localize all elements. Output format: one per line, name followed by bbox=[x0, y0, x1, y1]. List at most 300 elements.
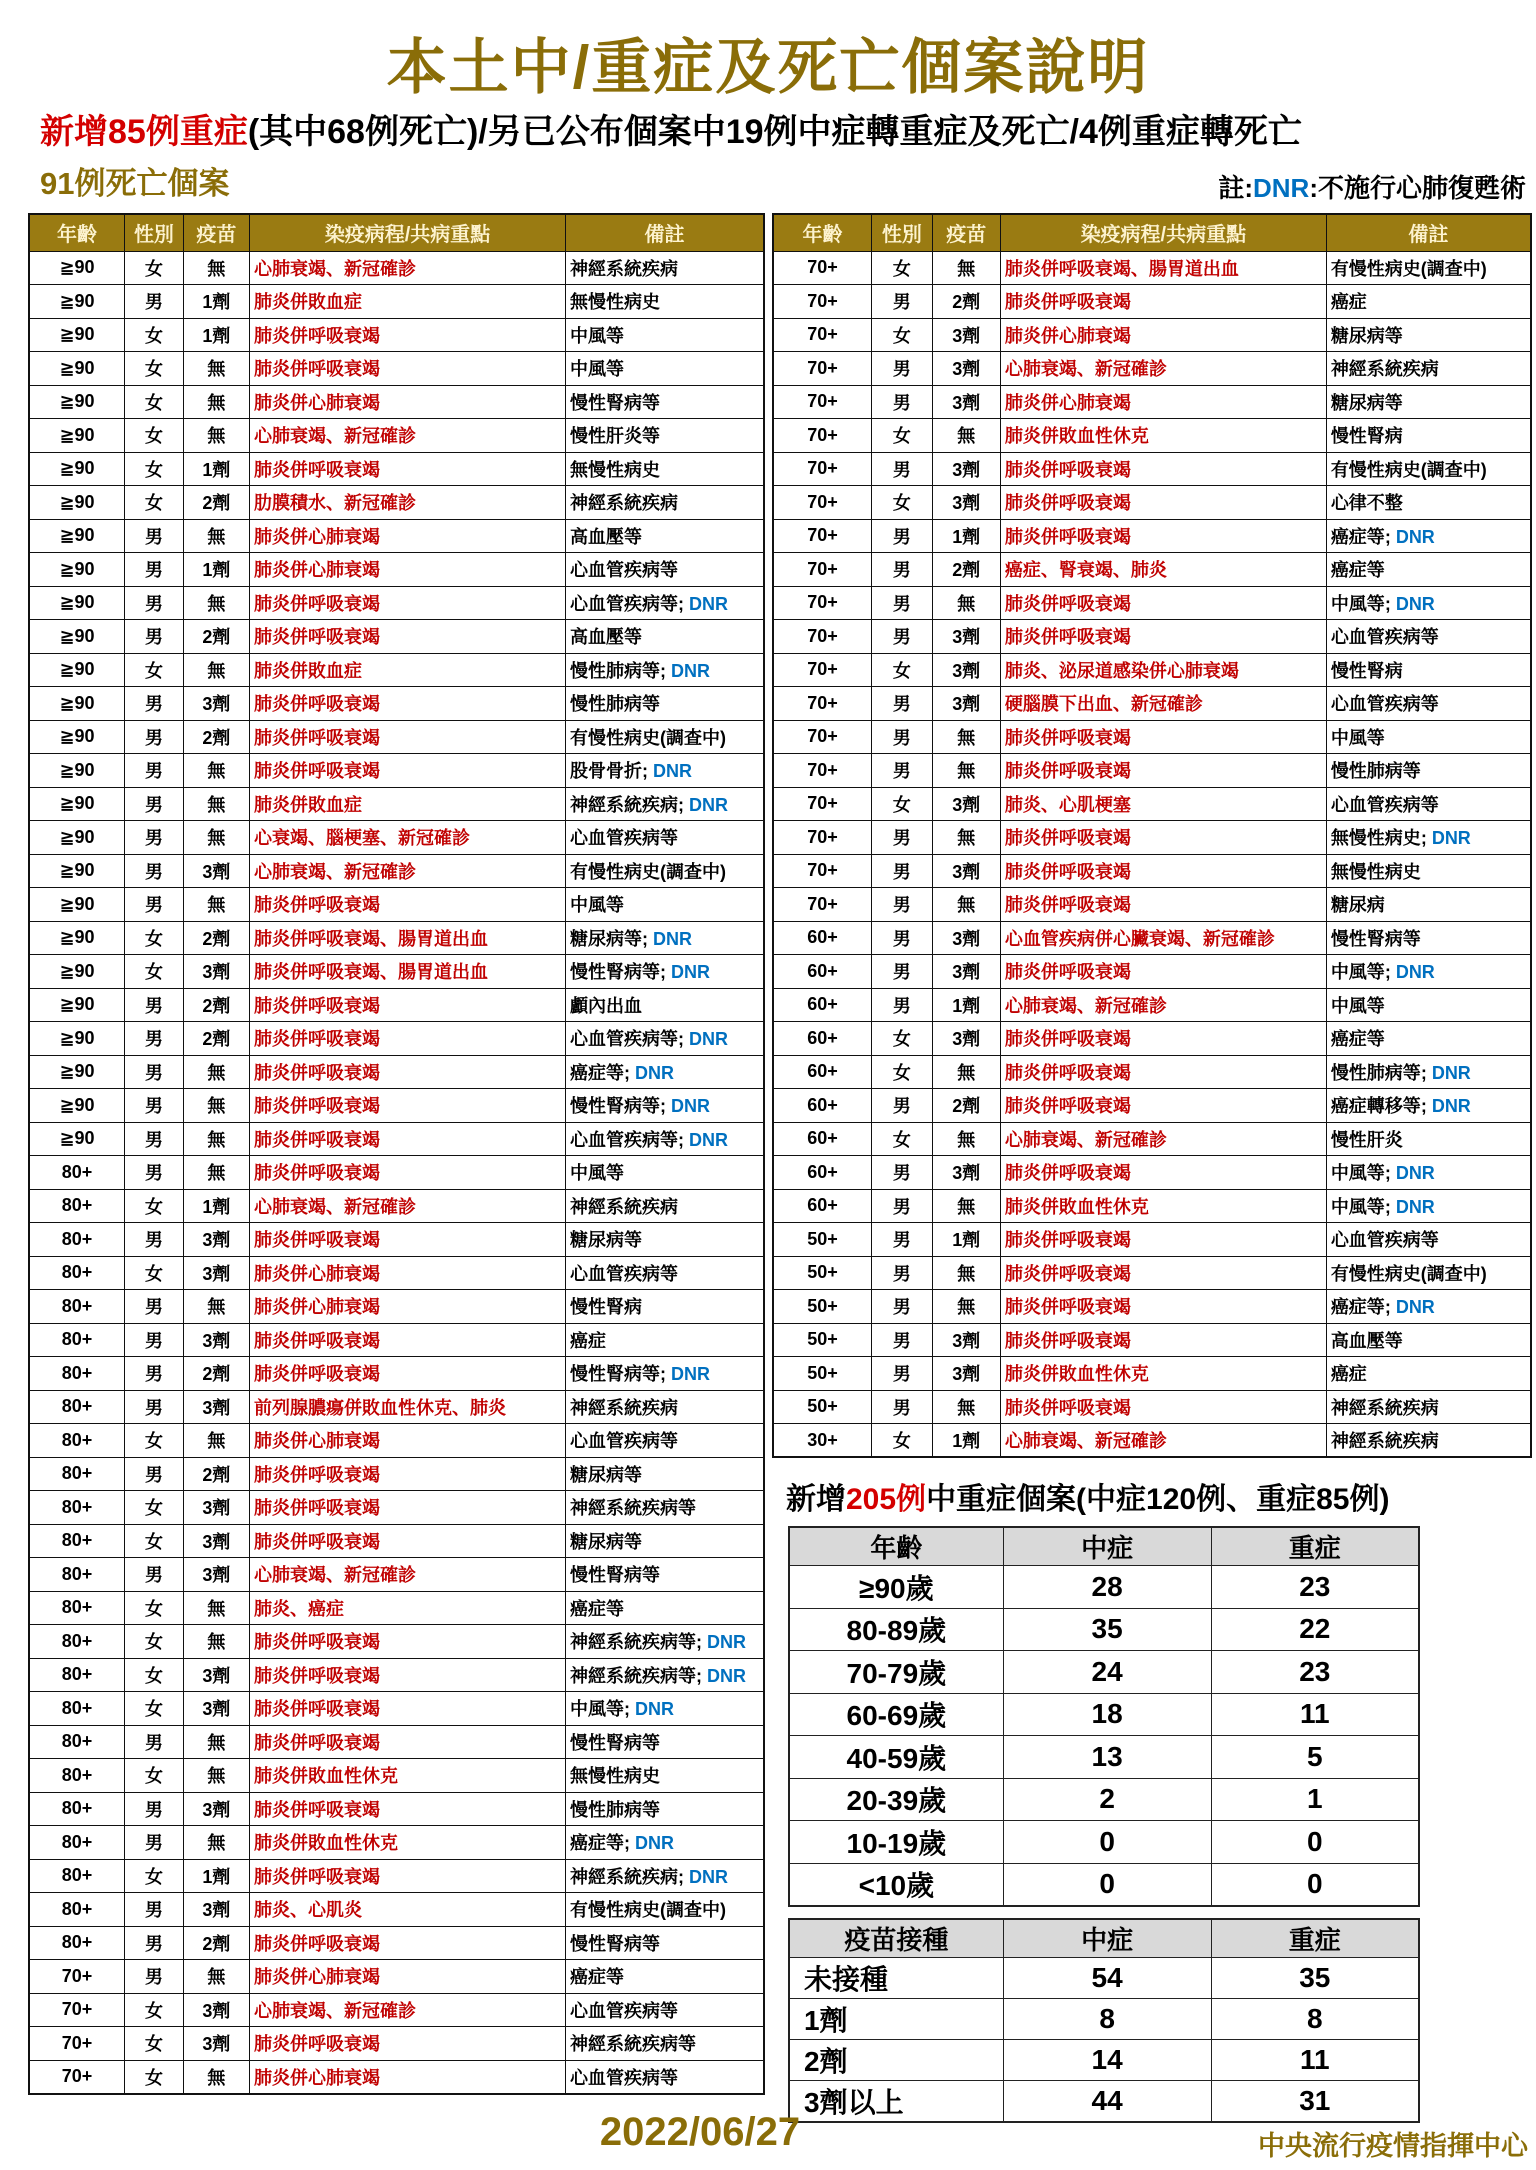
vaccine-cell: 3劑 bbox=[932, 687, 1000, 721]
course-cell: 肺炎併呼吸衰竭 bbox=[1000, 888, 1326, 922]
course-cell: 肺炎併呼吸衰竭 bbox=[1000, 1323, 1326, 1357]
sex-cell: 男 bbox=[872, 519, 933, 553]
dnr-flag: DNR bbox=[648, 928, 693, 949]
table-row bbox=[773, 1323, 1531, 1357]
dnr-flag: DNR bbox=[684, 794, 729, 815]
course-cell: 肺炎併呼吸衰竭 bbox=[1000, 1055, 1326, 1089]
row-label-cell: ≥90歲 bbox=[789, 1566, 1003, 1609]
table-row bbox=[29, 486, 764, 520]
course-cell: 肋膜積水、新冠確診 bbox=[249, 486, 565, 520]
vaccine-cell: 無 bbox=[183, 385, 249, 419]
sex-cell: 女 bbox=[125, 385, 184, 419]
course-cell: 肺炎併呼吸衰竭 bbox=[249, 2027, 565, 2061]
age-cell: 80+ bbox=[29, 1926, 125, 1960]
table-row bbox=[789, 1608, 1419, 1651]
vaccine-cell: 3劑 bbox=[932, 452, 1000, 486]
age-cell: 70+ bbox=[773, 653, 872, 687]
age-cell: ≧90 bbox=[29, 888, 125, 922]
vaccine-cell: 無 bbox=[932, 821, 1000, 855]
death-table-left-header bbox=[29, 214, 764, 251]
remark-cell: 糖尿病等 bbox=[566, 1524, 764, 1558]
age-cell: ≧90 bbox=[29, 452, 125, 486]
table-row bbox=[789, 1693, 1419, 1736]
vaccine-cell: 無 bbox=[183, 1122, 249, 1156]
remark-cell: 糖尿病等 bbox=[566, 1223, 764, 1257]
age-cell: 60+ bbox=[773, 921, 872, 955]
table-row bbox=[29, 787, 764, 821]
course-cell: 肺炎併心肺衰竭 bbox=[249, 1424, 565, 1458]
course-cell: 肺炎併呼吸衰竭 bbox=[249, 1859, 565, 1893]
age-cell: 80+ bbox=[29, 1290, 125, 1324]
sex-cell: 女 bbox=[872, 251, 933, 285]
remark-cell: 無慢性病史 bbox=[566, 285, 764, 319]
course-cell: 肺炎併呼吸衰竭 bbox=[249, 1323, 565, 1357]
age-cell: 60+ bbox=[773, 988, 872, 1022]
age-cell: 80+ bbox=[29, 1658, 125, 1692]
table-row bbox=[773, 854, 1531, 888]
remark-cell: 慢性腎病等; DNR bbox=[566, 1357, 764, 1391]
remark-cell: 神經系統疾病 bbox=[566, 1189, 764, 1223]
course-cell: 肺炎併呼吸衰竭 bbox=[1000, 1223, 1326, 1257]
vaccine-cell: 3劑 bbox=[932, 1022, 1000, 1056]
table-row bbox=[29, 821, 764, 855]
age-cell: ≧90 bbox=[29, 988, 125, 1022]
sex-cell: 女 bbox=[125, 1424, 184, 1458]
age-cell: ≧90 bbox=[29, 553, 125, 587]
remark-cell: 中風等; DNR bbox=[1326, 1189, 1531, 1223]
severe-count-cell: 22 bbox=[1211, 1608, 1419, 1651]
age-cell: 80+ bbox=[29, 1223, 125, 1257]
course-cell: 肺炎併呼吸衰竭 bbox=[1000, 720, 1326, 754]
age-cell: 70+ bbox=[773, 419, 872, 453]
vaccine-cell: 1劑 bbox=[183, 318, 249, 352]
table-row bbox=[773, 486, 1531, 520]
remark-cell: 癌症等 bbox=[1326, 553, 1531, 587]
course-cell: 心肺衰竭、新冠確診 bbox=[249, 1189, 565, 1223]
vaccine-cell: 無 bbox=[183, 1960, 249, 1994]
course-cell: 心血管疾病併心臟衰竭、新冠確診 bbox=[1000, 921, 1326, 955]
remark-cell: 神經系統疾病 bbox=[566, 486, 764, 520]
table-row bbox=[773, 1223, 1531, 1257]
vaccine-cell: 3劑 bbox=[183, 687, 249, 721]
moderate-count-cell: 13 bbox=[1003, 1736, 1211, 1779]
table-row bbox=[29, 1156, 764, 1190]
vaccine-cell: 3劑 bbox=[183, 1256, 249, 1290]
age-cell: 50+ bbox=[773, 1357, 872, 1391]
vaccine-cell: 1劑 bbox=[932, 519, 1000, 553]
row-label-cell: 70-79歲 bbox=[789, 1651, 1003, 1694]
remark-cell: 神經系統疾病等 bbox=[566, 2027, 764, 2061]
dnr-flag: DNR bbox=[1390, 1297, 1435, 1318]
vaccine-cell: 無 bbox=[183, 251, 249, 285]
sex-cell: 女 bbox=[125, 1189, 184, 1223]
course-cell: 肺炎併呼吸衰竭 bbox=[249, 1524, 565, 1558]
vaccine-cell: 3劑 bbox=[932, 318, 1000, 352]
table-row bbox=[29, 754, 764, 788]
course-cell: 肺炎併呼吸衰竭 bbox=[249, 1457, 565, 1491]
table-row bbox=[773, 1055, 1531, 1089]
vaccine-cell: 無 bbox=[183, 1156, 249, 1190]
sex-cell: 男 bbox=[872, 1357, 933, 1391]
course-cell: 肺炎併呼吸衰竭 bbox=[1000, 452, 1326, 486]
sex-cell: 男 bbox=[125, 1089, 184, 1123]
vaccine-cell: 3劑 bbox=[183, 854, 249, 888]
remark-cell: 癌症 bbox=[1326, 285, 1531, 319]
course-cell: 肺炎併呼吸衰竭 bbox=[249, 620, 565, 654]
course-cell: 肺炎併呼吸衰竭 bbox=[249, 1792, 565, 1826]
subtitle bbox=[40, 104, 1520, 153]
vaccine-cell: 2劑 bbox=[932, 1089, 1000, 1123]
sex-cell: 女 bbox=[125, 318, 184, 352]
course-cell: 肺炎併呼吸衰竭 bbox=[1000, 1089, 1326, 1123]
remark-cell: 中風等; DNR bbox=[566, 1692, 764, 1726]
sex-cell: 女 bbox=[125, 921, 184, 955]
table-row bbox=[773, 352, 1531, 386]
column-header: 重症 bbox=[1211, 1527, 1419, 1566]
vaccine-cell: 無 bbox=[183, 2060, 249, 2094]
row-label-cell: 60-69歲 bbox=[789, 1693, 1003, 1736]
sex-cell: 女 bbox=[872, 486, 933, 520]
vaccine-cell: 3劑 bbox=[183, 1692, 249, 1726]
remark-cell: 糖尿病等 bbox=[566, 1457, 764, 1491]
dnr-flag: DNR bbox=[1390, 1163, 1435, 1184]
course-cell: 肺炎併敗血症 bbox=[249, 285, 565, 319]
dnr-flag: DNR bbox=[666, 660, 711, 681]
severe-count-cell: 11 bbox=[1211, 2040, 1419, 2081]
course-cell: 肺炎併心肺衰竭 bbox=[1000, 385, 1326, 419]
remark-cell: 心血管疾病等 bbox=[1326, 687, 1531, 721]
course-cell: 癌症、腎衰竭、肺炎 bbox=[1000, 553, 1326, 587]
remark-cell: 慢性肺病等 bbox=[566, 1792, 764, 1826]
sex-cell: 男 bbox=[125, 1022, 184, 1056]
course-cell: 肺炎併呼吸衰竭 bbox=[1000, 854, 1326, 888]
row-label-cell: 1劑 bbox=[789, 1999, 1003, 2040]
age-cell: 70+ bbox=[773, 519, 872, 553]
dnr-flag: DNR bbox=[684, 1866, 729, 1887]
vaccine-cell: 1劑 bbox=[183, 553, 249, 587]
sex-cell: 女 bbox=[125, 1491, 184, 1525]
vaccine-cell: 3劑 bbox=[932, 1323, 1000, 1357]
row-label-cell: 2劑 bbox=[789, 2040, 1003, 2081]
vaccine-cell: 3劑 bbox=[183, 1323, 249, 1357]
dnr-flag: DNR bbox=[648, 761, 693, 782]
table-row bbox=[773, 620, 1531, 654]
sex-cell: 男 bbox=[125, 1893, 184, 1927]
death-table-right-header bbox=[773, 214, 1531, 251]
column-header: 染疫病程/共病重點 bbox=[1000, 214, 1326, 251]
sex-cell: 男 bbox=[872, 687, 933, 721]
subtitle-new-severe: 新增85例重症 bbox=[40, 113, 248, 151]
sex-cell: 男 bbox=[125, 1323, 184, 1357]
table-row bbox=[773, 385, 1531, 419]
severe-count-cell: 23 bbox=[1211, 1566, 1419, 1609]
sex-cell: 男 bbox=[872, 1390, 933, 1424]
course-cell: 肺炎併敗血性休克 bbox=[1000, 1189, 1326, 1223]
dnr-flag: DNR bbox=[666, 962, 711, 983]
remark-cell: 心血管疾病等 bbox=[566, 1424, 764, 1458]
sex-cell: 女 bbox=[125, 251, 184, 285]
age-cell: 60+ bbox=[773, 1089, 872, 1123]
dnr-flag: DNR bbox=[1390, 1196, 1435, 1217]
age-cell: ≧90 bbox=[29, 352, 125, 386]
course-cell: 肺炎併呼吸衰竭 bbox=[249, 720, 565, 754]
sex-cell: 女 bbox=[125, 653, 184, 687]
remark-cell: 中風等; DNR bbox=[1326, 1156, 1531, 1190]
sex-cell: 男 bbox=[125, 519, 184, 553]
remark-cell: 神經系統疾病 bbox=[1326, 1424, 1531, 1458]
table-row bbox=[29, 519, 764, 553]
vaccine-cell: 2劑 bbox=[932, 285, 1000, 319]
age-cell: ≧90 bbox=[29, 385, 125, 419]
age-summary-header bbox=[789, 1527, 1419, 1566]
age-cell: 70+ bbox=[773, 620, 872, 654]
age-cell: 70+ bbox=[773, 854, 872, 888]
row-label-cell: 3劑以上 bbox=[789, 2081, 1003, 2123]
course-cell: 肺炎併呼吸衰竭 bbox=[249, 1055, 565, 1089]
vaccine-cell: 3劑 bbox=[183, 1893, 249, 1927]
course-cell: 肺炎併呼吸衰竭 bbox=[249, 1089, 565, 1123]
sex-cell: 男 bbox=[125, 285, 184, 319]
remark-cell: 神經系統疾病等; DNR bbox=[566, 1625, 764, 1659]
table-row bbox=[29, 2027, 764, 2061]
table-row bbox=[773, 653, 1531, 687]
dnr-flag: DNR bbox=[684, 1129, 729, 1150]
sex-cell: 女 bbox=[872, 653, 933, 687]
dnr-note-prefix: 註: bbox=[1218, 173, 1253, 203]
table-row bbox=[29, 1591, 764, 1625]
moderate-count-cell: 18 bbox=[1003, 1693, 1211, 1736]
age-cell: 80+ bbox=[29, 1893, 125, 1927]
course-cell: 肺炎併呼吸衰竭 bbox=[1000, 1256, 1326, 1290]
dnr-note-label: DNR bbox=[1252, 173, 1310, 203]
course-cell: 肺炎併呼吸衰竭 bbox=[249, 1692, 565, 1726]
vaccine-cell: 3劑 bbox=[183, 1993, 249, 2027]
table-row bbox=[789, 1821, 1419, 1864]
vaccine-cell: 無 bbox=[183, 1055, 249, 1089]
course-cell: 肺炎併呼吸衰竭 bbox=[1000, 1022, 1326, 1056]
course-cell: 肺炎併心肺衰竭 bbox=[1000, 318, 1326, 352]
remark-cell: 心血管疾病等 bbox=[566, 821, 764, 855]
table-row bbox=[29, 921, 764, 955]
table-row bbox=[29, 1022, 764, 1056]
remark-cell: 中風等 bbox=[566, 1156, 764, 1190]
age-summary-body bbox=[789, 1566, 1419, 1906]
vaccine-cell: 2劑 bbox=[183, 1022, 249, 1056]
vaccine-cell: 1劑 bbox=[183, 1189, 249, 1223]
vaccine-cell: 無 bbox=[183, 1826, 249, 1860]
table-row bbox=[773, 1256, 1531, 1290]
age-cell: 80+ bbox=[29, 1759, 125, 1793]
vaccine-cell: 無 bbox=[183, 888, 249, 922]
sex-cell: 男 bbox=[125, 1457, 184, 1491]
table-row bbox=[29, 1089, 764, 1123]
table-row bbox=[773, 419, 1531, 453]
vaccine-cell: 1劑 bbox=[932, 988, 1000, 1022]
sex-cell: 男 bbox=[125, 787, 184, 821]
table-row bbox=[773, 1357, 1531, 1391]
course-cell: 心肺衰竭、新冠確診 bbox=[1000, 1122, 1326, 1156]
remark-cell: 有慢性病史(調查中) bbox=[566, 1893, 764, 1927]
table-row bbox=[29, 1893, 764, 1927]
vaccine-cell: 3劑 bbox=[183, 2027, 249, 2061]
age-cell: 70+ bbox=[773, 687, 872, 721]
vaccine-cell: 3劑 bbox=[183, 955, 249, 989]
age-cell: 70+ bbox=[29, 2060, 125, 2094]
vaccine-cell: 3劑 bbox=[932, 352, 1000, 386]
table-row bbox=[773, 955, 1531, 989]
age-cell: 60+ bbox=[773, 1055, 872, 1089]
sex-cell: 女 bbox=[125, 1256, 184, 1290]
vaccine-cell: 3劑 bbox=[183, 1524, 249, 1558]
age-cell: 50+ bbox=[773, 1256, 872, 1290]
vaccine-cell: 1劑 bbox=[183, 452, 249, 486]
age-cell: ≧90 bbox=[29, 251, 125, 285]
remark-cell: 心律不整 bbox=[1326, 486, 1531, 520]
age-cell: 60+ bbox=[773, 955, 872, 989]
age-cell: 80+ bbox=[29, 1625, 125, 1659]
age-cell: 50+ bbox=[773, 1223, 872, 1257]
course-cell: 肺炎併呼吸衰竭、腸胃道出血 bbox=[1000, 251, 1326, 285]
table-row bbox=[773, 888, 1531, 922]
remark-cell: 癌症等 bbox=[1326, 1022, 1531, 1056]
column-header: 疫苗接種 bbox=[789, 1919, 1003, 1958]
vaccine-cell: 2劑 bbox=[183, 988, 249, 1022]
row-label-cell: <10歲 bbox=[789, 1863, 1003, 1906]
vaccine-cell: 無 bbox=[932, 720, 1000, 754]
course-cell: 肺炎併呼吸衰竭 bbox=[249, 586, 565, 620]
dnr-flag: DNR bbox=[630, 1833, 675, 1854]
sex-cell: 男 bbox=[872, 452, 933, 486]
age-cell: ≧90 bbox=[29, 519, 125, 553]
footer-date: 2022/06/27 bbox=[599, 2110, 801, 2154]
table-row bbox=[29, 1223, 764, 1257]
course-cell: 肺炎併呼吸衰竭 bbox=[1000, 519, 1326, 553]
table-row bbox=[29, 687, 764, 721]
course-cell: 肺炎併心肺衰竭 bbox=[249, 1256, 565, 1290]
course-cell: 心肺衰竭、新冠確診 bbox=[1000, 1424, 1326, 1458]
age-cell: 70+ bbox=[773, 452, 872, 486]
remark-cell: 中風等 bbox=[566, 352, 764, 386]
vaccine-cell: 3劑 bbox=[932, 955, 1000, 989]
dnr-flag: DNR bbox=[1426, 1062, 1471, 1083]
vaccine-cell: 無 bbox=[932, 586, 1000, 620]
course-cell: 肺炎併呼吸衰竭 bbox=[249, 1357, 565, 1391]
age-cell: 70+ bbox=[773, 888, 872, 922]
moderate-count-cell: 35 bbox=[1003, 1608, 1211, 1651]
age-cell: 50+ bbox=[773, 1390, 872, 1424]
table-row bbox=[29, 1960, 764, 1994]
column-header: 疫苗 bbox=[932, 214, 1000, 251]
remark-cell: 癌症等; DNR bbox=[566, 1055, 764, 1089]
course-cell: 肺炎併呼吸衰竭 bbox=[1000, 285, 1326, 319]
subtitle-rest: (其中68例死亡)/另已公布個案中19例中症轉重症及死亡/4例重症轉死亡 bbox=[247, 113, 1302, 151]
course-cell: 肺炎併呼吸衰竭、腸胃道出血 bbox=[249, 955, 565, 989]
vaccine-cell: 3劑 bbox=[932, 787, 1000, 821]
vaccine-cell: 無 bbox=[183, 1591, 249, 1625]
remark-cell: 神經系統疾病 bbox=[566, 1390, 764, 1424]
course-cell: 肺炎併呼吸衰竭 bbox=[1000, 1156, 1326, 1190]
remark-cell: 心血管疾病等 bbox=[1326, 620, 1531, 654]
table-row bbox=[789, 1863, 1419, 1906]
remark-cell: 心血管疾病等 bbox=[566, 1256, 764, 1290]
sex-cell: 女 bbox=[872, 1122, 933, 1156]
table-row bbox=[29, 1993, 764, 2027]
remark-cell: 慢性腎病等 bbox=[566, 1558, 764, 1592]
table-row bbox=[29, 285, 764, 319]
dnr-flag: DNR bbox=[630, 1062, 675, 1083]
course-cell: 肺炎併呼吸衰竭 bbox=[249, 988, 565, 1022]
sex-cell: 女 bbox=[125, 1759, 184, 1793]
table-row bbox=[773, 1022, 1531, 1056]
remark-cell: 慢性腎病等 bbox=[566, 385, 764, 419]
dnr-flag: DNR bbox=[684, 593, 729, 614]
table-row bbox=[29, 1055, 764, 1089]
table-row bbox=[773, 519, 1531, 553]
remark-cell: 高血壓等 bbox=[1326, 1323, 1531, 1357]
course-cell: 心衰竭、腦梗塞、新冠確診 bbox=[249, 821, 565, 855]
age-cell: 80+ bbox=[29, 1390, 125, 1424]
sex-cell: 男 bbox=[125, 1926, 184, 1960]
sex-cell: 男 bbox=[872, 888, 933, 922]
age-cell: ≧90 bbox=[29, 285, 125, 319]
sex-cell: 女 bbox=[125, 419, 184, 453]
header-row bbox=[29, 214, 764, 251]
age-cell: 80+ bbox=[29, 1491, 125, 1525]
vaccine-cell: 3劑 bbox=[932, 1156, 1000, 1190]
remark-cell: 中風等; DNR bbox=[1326, 586, 1531, 620]
sex-cell: 男 bbox=[125, 1156, 184, 1190]
vaccine-cell: 無 bbox=[183, 419, 249, 453]
sex-cell: 男 bbox=[125, 854, 184, 888]
table-row bbox=[29, 1122, 764, 1156]
remark-cell: 心血管疾病等 bbox=[566, 1993, 764, 2027]
age-summary-table bbox=[788, 1526, 1420, 1907]
sex-cell: 女 bbox=[125, 1692, 184, 1726]
column-header: 中症 bbox=[1003, 1919, 1211, 1958]
remark-cell: 有慢性病史(調查中) bbox=[566, 720, 764, 754]
age-cell: 80+ bbox=[29, 1357, 125, 1391]
course-cell: 肺炎併呼吸衰竭 bbox=[1000, 955, 1326, 989]
sex-cell: 女 bbox=[125, 1625, 184, 1659]
vaccine-cell: 無 bbox=[183, 1625, 249, 1659]
age-cell: 80+ bbox=[29, 1859, 125, 1893]
sex-cell: 男 bbox=[125, 1223, 184, 1257]
vaccine-cell: 無 bbox=[932, 419, 1000, 453]
sex-cell: 男 bbox=[125, 754, 184, 788]
table-row bbox=[29, 419, 764, 453]
table-row bbox=[29, 251, 764, 285]
severe-count-cell: 5 bbox=[1211, 1736, 1419, 1779]
table-row bbox=[789, 1736, 1419, 1779]
remark-cell: 心血管疾病等 bbox=[1326, 1223, 1531, 1257]
column-header: 中症 bbox=[1003, 1527, 1211, 1566]
age-cell: 70+ bbox=[773, 352, 872, 386]
column-header: 重症 bbox=[1211, 1919, 1419, 1958]
remark-cell: 慢性腎病等 bbox=[566, 1926, 764, 1960]
age-cell: 80+ bbox=[29, 1692, 125, 1726]
sex-cell: 男 bbox=[872, 1089, 933, 1123]
table-row bbox=[773, 251, 1531, 285]
sex-cell: 男 bbox=[125, 553, 184, 587]
table-row bbox=[29, 1491, 764, 1525]
vaccine-cell: 3劑 bbox=[183, 1223, 249, 1257]
table-row bbox=[29, 1625, 764, 1659]
age-cell: 60+ bbox=[773, 1156, 872, 1190]
course-cell: 肺炎併呼吸衰竭 bbox=[1000, 486, 1326, 520]
course-cell: 肺炎併敗血性休克 bbox=[1000, 1357, 1326, 1391]
course-cell: 心肺衰竭、新冠確診 bbox=[249, 251, 565, 285]
table-row bbox=[29, 620, 764, 654]
